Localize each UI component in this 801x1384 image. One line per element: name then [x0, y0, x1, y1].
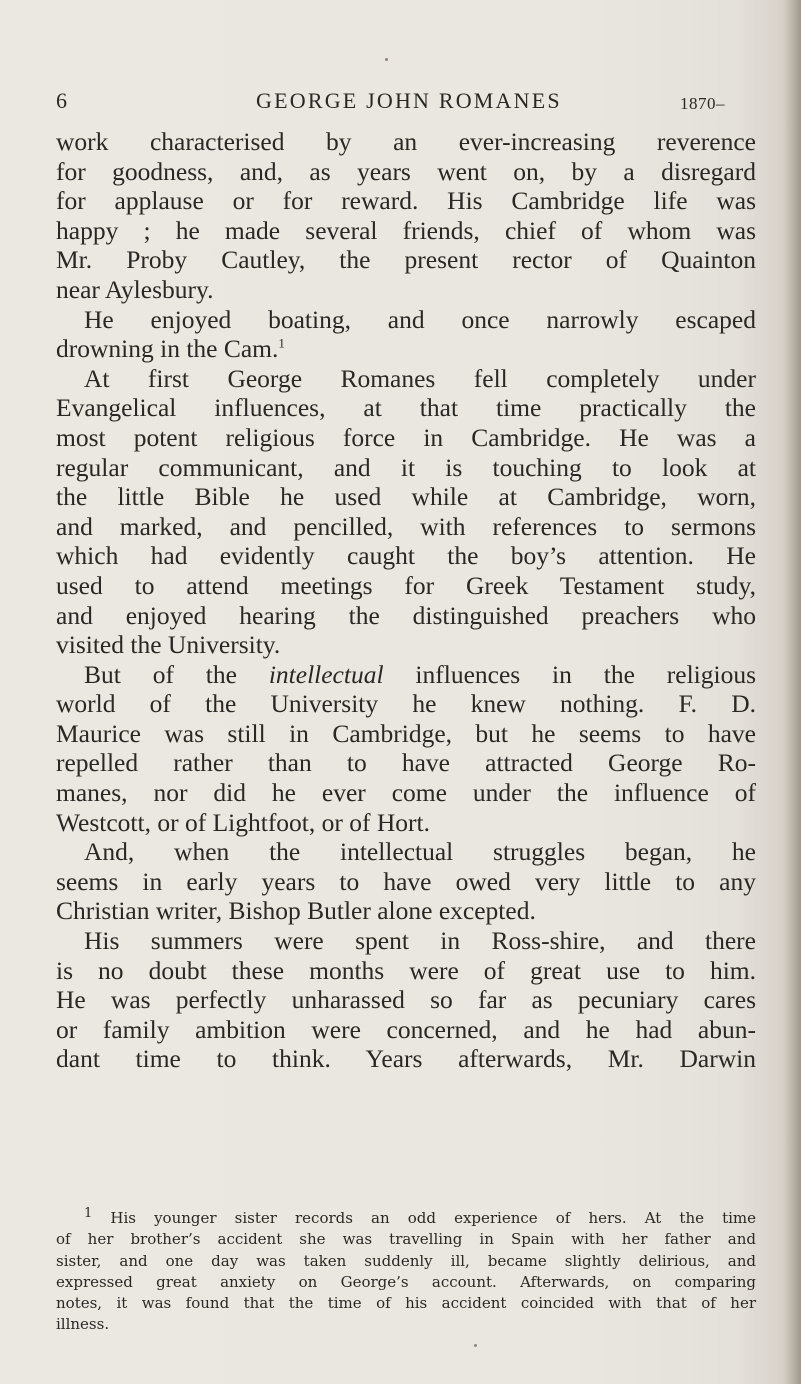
- text-line: And, when the intellectual struggles began, he: [84, 837, 756, 867]
- body-text: [56, 127, 756, 1074]
- text-line-content: drowning in the Cam.: [56, 334, 279, 364]
- text-line: Evangelical influences, at that time practically the: [56, 393, 756, 423]
- text-line: His summers were spent in Ross-shire, and there: [84, 926, 756, 956]
- footnote-marker: 1: [84, 1206, 93, 1221]
- text-line: repelled rather than to have attracted George Ro-: [56, 748, 756, 778]
- text-line: visited the University.: [56, 630, 281, 660]
- text-line: manes, nor did he ever come under the influence of: [56, 778, 756, 808]
- text-line: most potent religious force in Cambridge. He was a: [56, 422, 756, 452]
- paper-speck: [385, 58, 388, 61]
- text-line: world of the University he knew nothing. F. D.: [56, 689, 756, 719]
- book-title: GEORGE JOHN ROMANES: [256, 88, 562, 113]
- text-line: Westcott, or of Lightfoot, or of Hort.: [56, 807, 430, 837]
- text-line: At first George Romanes fell completely under: [84, 363, 756, 393]
- footnote-line: notes, it was found that the time of his accident coincided with that of her: [56, 1294, 756, 1313]
- text-line: He enjoyed boating, and once narrowly escaped: [84, 304, 756, 334]
- text-line: [56, 660, 756, 690]
- page-number: 6: [56, 88, 68, 113]
- text-line: Mr. Proby Cautley, the present rector of Quainton: [56, 245, 756, 275]
- running-head: [56, 88, 746, 128]
- text-line: dant time to think. Years afterwards, Mr. Darwin: [56, 1044, 756, 1074]
- text-line-content: influences in the religious: [415, 659, 756, 689]
- paper-speck: [474, 1344, 477, 1347]
- text-line: Maurice was still in Cambridge, but he seems to have: [56, 718, 756, 748]
- text-line: happy ; he made several friends, chief of whom was: [56, 215, 756, 245]
- text-line: work characterised by an ever-increasing reverence: [56, 127, 756, 156]
- page-gutter-shadow: [783, 0, 801, 1384]
- text-line: [56, 334, 756, 364]
- text-line: Christian writer, Bishop Butler alone excepted.: [56, 896, 536, 926]
- footnote-line: illness.: [56, 1315, 110, 1334]
- italic-emphasis: intellectual: [268, 659, 384, 689]
- footnote-line-content: His younger sister records an odd experience of hers. At the time: [110, 1209, 756, 1227]
- text-line: or family ambition were concerned, and he had abun-: [56, 1014, 756, 1044]
- text-line: and enjoyed hearing the distinguished preachers who: [56, 600, 756, 630]
- text-line: for applause or for reward. His Cambridge life was: [56, 186, 756, 216]
- text-line-content: But of the: [84, 659, 237, 689]
- footnote-line: expressed great anxiety on George’s account. Afterwards, on comparing: [56, 1272, 756, 1291]
- footnote-line: of her brother’s accident she was travelling in Spain with her father and: [56, 1230, 756, 1249]
- text-line: regular communicant, and it is touching to look at: [56, 452, 756, 482]
- footnote-line: sister, and one day was taken suddenly ill, became slightly delirious, and: [56, 1251, 756, 1270]
- text-line: and marked, and pencilled, with references to sermons: [56, 511, 756, 541]
- text-line: is no doubt these months were of great use to him.: [56, 955, 756, 985]
- year-marker: 1870–: [680, 94, 725, 113]
- text-line: which had evidently caught the boy’s attention. He: [56, 541, 756, 571]
- text-line: for goodness, and, as years went on, by a disregard: [56, 156, 756, 186]
- text-line: near Aylesbury.: [56, 274, 214, 304]
- text-line: the little Bible he used while at Cambridge, worn,: [56, 482, 756, 512]
- text-line: He was perfectly unharassed so far as pecuniary cares: [56, 985, 756, 1015]
- footnote: [56, 1208, 756, 1336]
- text-line: seems in early years to have owed very little to any: [56, 866, 756, 896]
- footnote-line: [56, 1208, 756, 1229]
- text-line: used to attend meetings for Greek Testament study,: [56, 570, 756, 600]
- footnote-reference: 1: [278, 335, 285, 351]
